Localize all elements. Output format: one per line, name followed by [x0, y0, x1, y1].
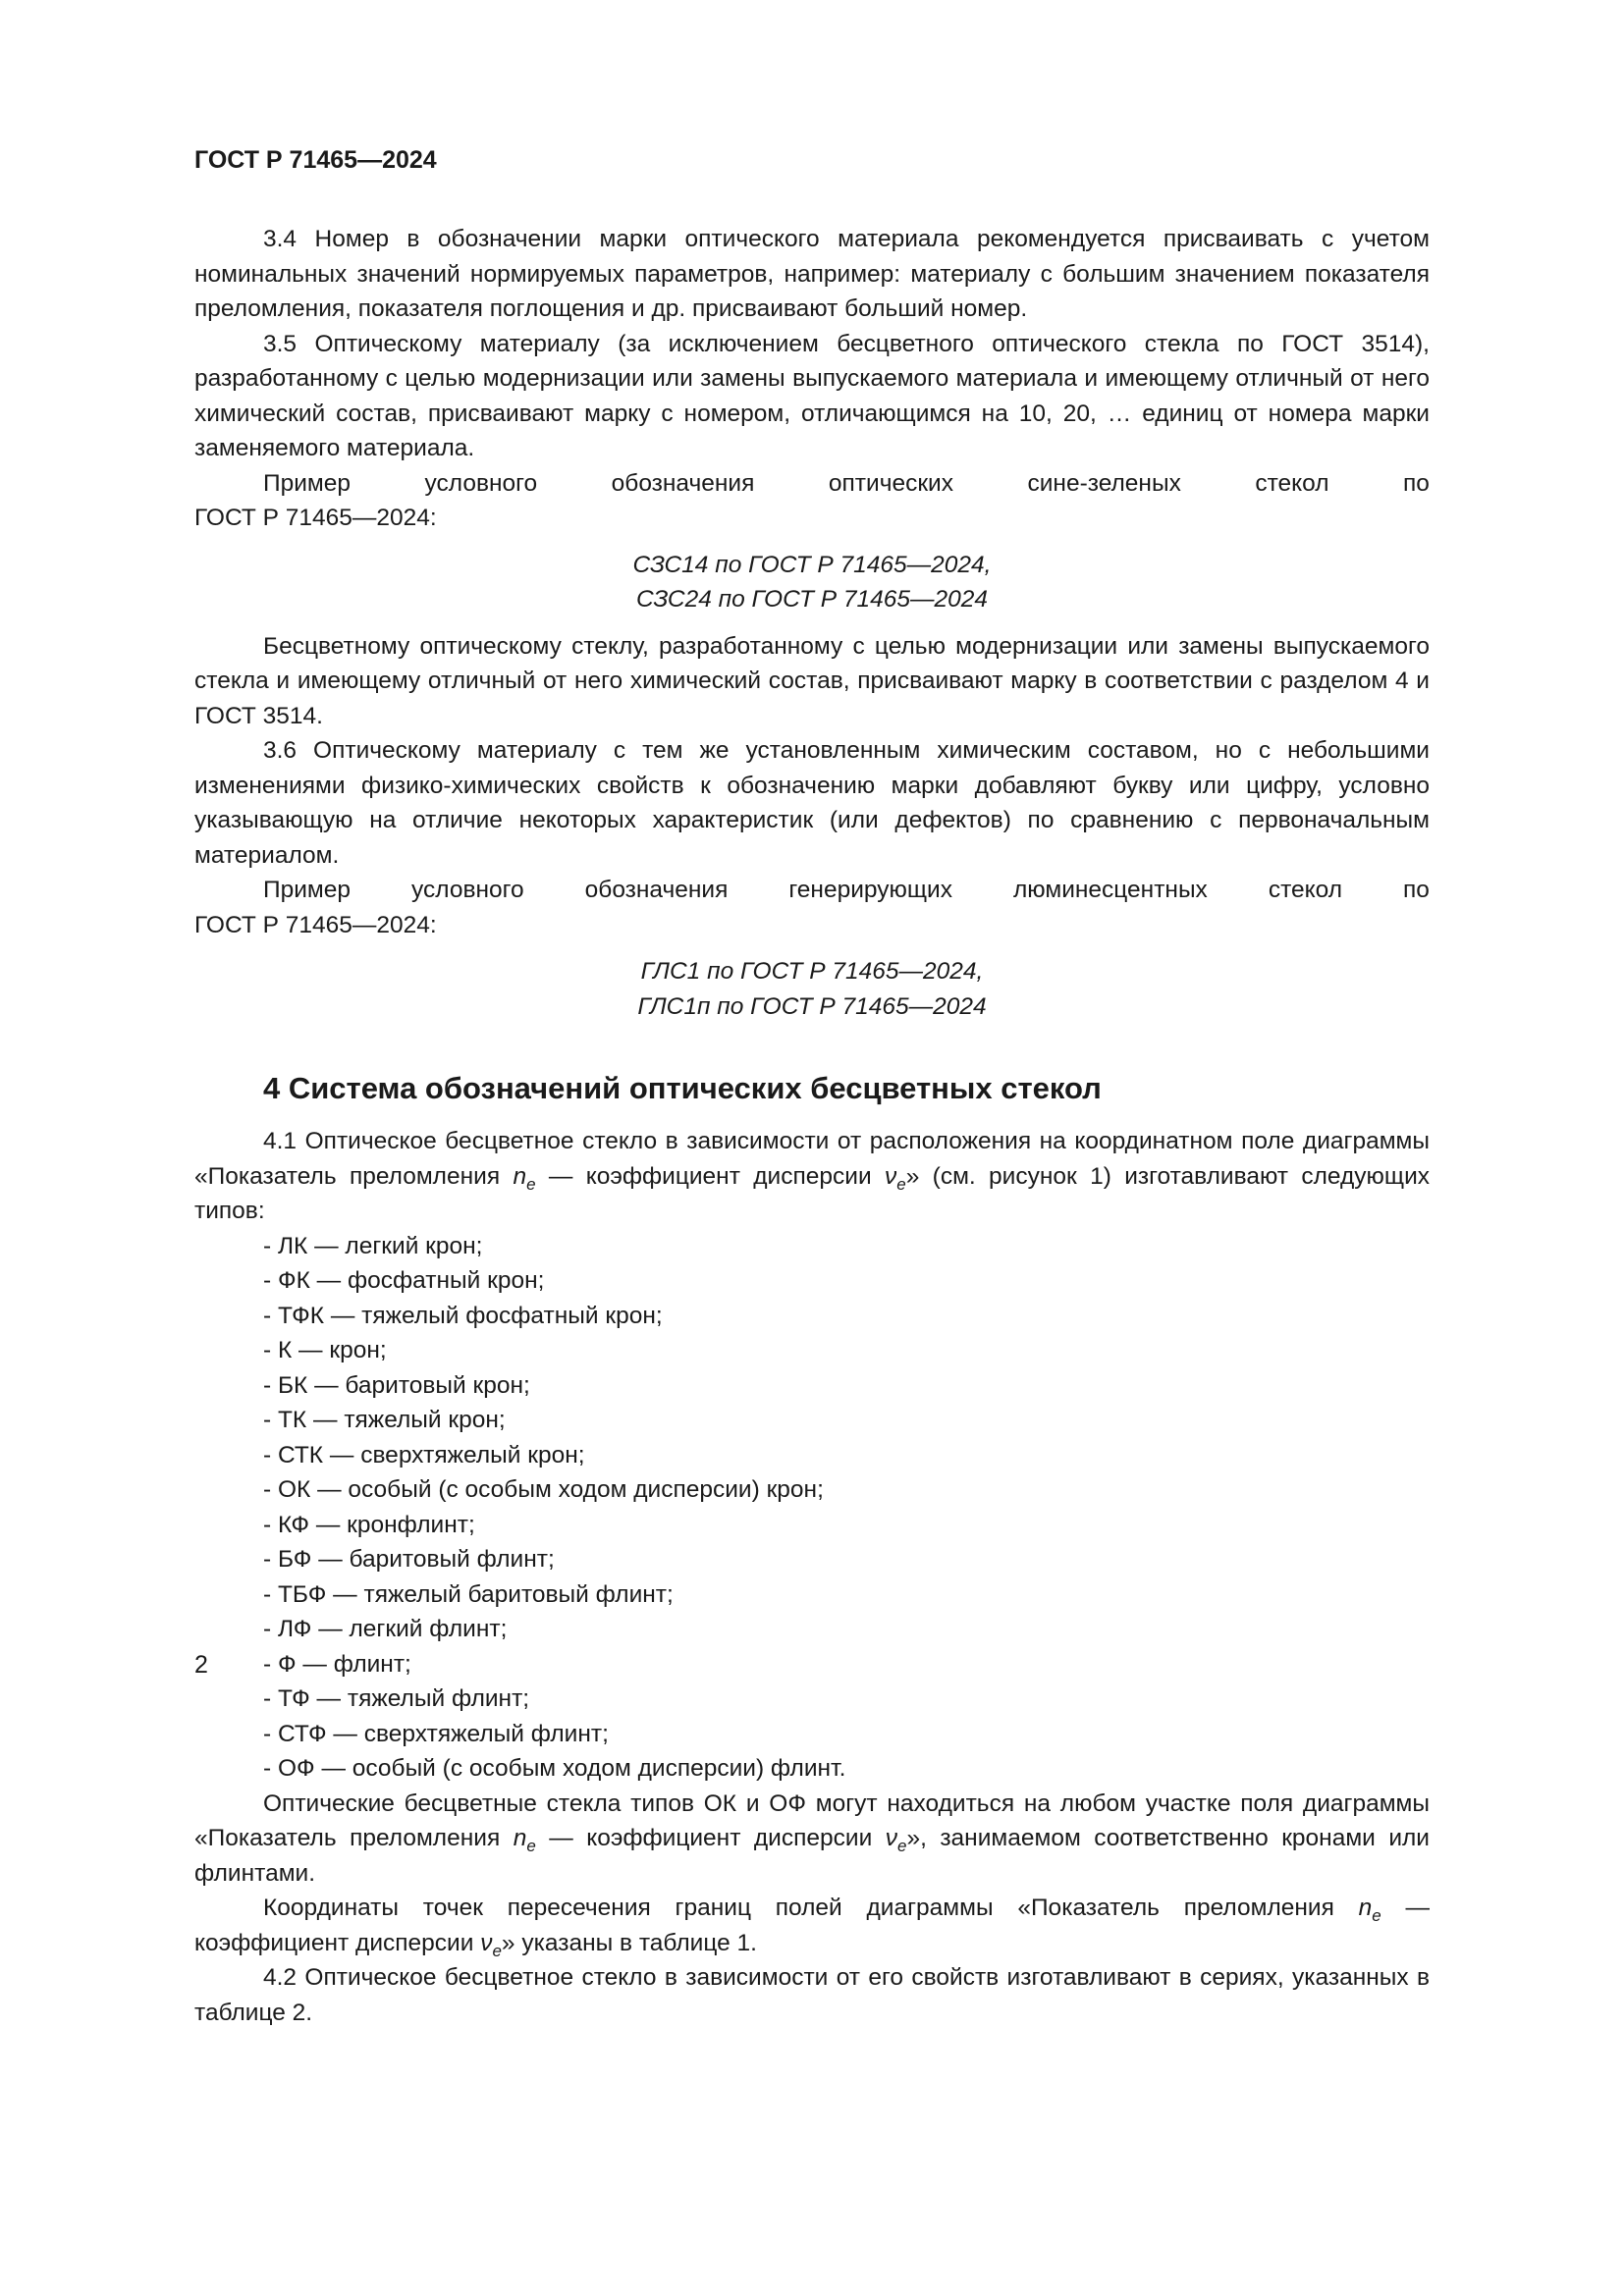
designation-formula: СЗС14 по ГОСТ Р 71465—2024, — [632, 551, 992, 578]
list-item: - ЛК — легкий крон; — [263, 1232, 483, 1259]
example-word: обозначения — [584, 877, 729, 903]
subscript: e — [896, 1174, 906, 1194]
list-item: - СТК — сверхтяжелый крон; — [263, 1441, 585, 1468]
example-word: Пример — [263, 469, 352, 497]
clause-4-2: 4.2 Оптическое бесцветное стекло в зависимости от его свойств изготавливают в сериях, указанных в таблице 2. — [194, 1964, 1430, 2026]
designation-formula: ГЛС1п по ГОСТ Р 71465—2024 — [637, 992, 987, 1020]
list-item: - ЛФ — легкий флинт; — [263, 1616, 508, 1642]
symbol-n: n — [1358, 1895, 1373, 1921]
clause-3-4: 3.4 Номер в обозначении марки оптического материала рекомендуется присваивать с учетом номинальных значений нормируемых параметров, например: материалу с большим значением показателя преломления, показателя поглощения и др. присваивают больший номер. — [194, 226, 1430, 322]
text-run: Оптические бесцветные стекла типов ОК и ОФ могут находиться на любом участке поля диаграммы «Показатель преломления — [194, 1789, 1430, 1851]
subscript: e — [526, 1836, 536, 1855]
document-header: ГОСТ Р 71465—2024 — [194, 146, 437, 174]
example-word: люминесцентных — [1012, 877, 1208, 903]
subscript: e — [526, 1174, 536, 1194]
list-item: - ОК — особый (с особым ходом дисперсии) крон; — [263, 1476, 824, 1503]
list-item: - ТБФ — тяжелый баритовый флинт; — [263, 1580, 674, 1608]
example-word: Пример — [263, 877, 352, 903]
clause-3-5: 3.5 Оптическому материалу (за исключением бесцветного оптического стекла по ГОСТ 3514), разработанному с целью модернизации или замены выпускаемого материала и имеющему отличный от него химический состав, присваивают марку с номером, отличающимся на 10, 20, … единиц от номера марки заменяемого материала. — [194, 330, 1430, 461]
example-word: стекол — [1255, 469, 1329, 497]
example-word: условного — [424, 469, 538, 497]
glass-types-list — [194, 1229, 1430, 1787]
example-1-line — [194, 466, 1430, 502]
example-2-formulas — [194, 954, 1430, 1024]
colorless-paragraph: Бесцветному оптическому стеклу, разработанному с целью модернизации или замены выпускаемого стекла и имеющему отличный от него химический состав, присваивают марку в соответствии с разделом 4 и ГОСТ 3514. — [194, 632, 1430, 729]
symbol-n: n — [513, 1825, 527, 1851]
text-run: » (см. рисунок 1) изготавливают следующих типов: — [194, 1162, 1431, 1224]
page-number: 2 — [194, 1651, 208, 1679]
list-item: - ТФК — тяжелый фосфатный крон; — [263, 1302, 663, 1329]
example-word: оптических — [828, 469, 953, 497]
symbol-nu: ν — [884, 1162, 897, 1190]
list-item: - ТФ — тяжелый флинт; — [263, 1685, 530, 1712]
example-word: по — [1403, 469, 1430, 497]
list-item: - БК — баритовый крон; — [263, 1371, 530, 1399]
symbol-nu: ν — [480, 1929, 493, 1956]
text-run: — коэффициент дисперсии — [535, 1162, 885, 1190]
list-item: - Ф — флинт; — [263, 1650, 411, 1678]
subscript: e — [492, 1941, 502, 1960]
example-word: по — [1403, 877, 1430, 903]
text-run: 4.1 Оптическое бесцветное стекло в зависимости от расположения на координатном поле диаграммы «Показатель преломления — [194, 1128, 1430, 1190]
list-item: - ТК — тяжелый крон; — [263, 1407, 506, 1433]
example-2-cont: ГОСТ Р 71465—2024: — [194, 911, 437, 938]
subscript: e — [1372, 1905, 1381, 1925]
example-1-formulas — [194, 548, 1430, 617]
example-word: сине-зеленых — [1027, 469, 1181, 497]
coordinates-paragraph — [194, 1891, 1430, 1960]
example-word: генерирующих — [788, 877, 952, 903]
list-item: - ФК — фосфатный крон; — [263, 1267, 545, 1294]
subscript: e — [896, 1836, 907, 1855]
text-run: » указаны в таблице 1. — [501, 1929, 757, 1956]
list-item: - СТФ — сверхтяжелый флинт; — [263, 1720, 609, 1747]
text-run: », занимаемом соответственно кронами или флинтами. — [194, 1825, 1430, 1887]
designation-formula: ГЛС1 по ГОСТ Р 71465—2024, — [640, 958, 984, 985]
list-item: - К — крон; — [263, 1337, 387, 1363]
example-word: стекол — [1268, 877, 1343, 903]
text-run: Координаты точек пересечения границ полей диаграммы «Показатель преломления — [263, 1895, 1359, 1921]
list-item: - БФ — баритовый флинт; — [263, 1546, 555, 1573]
example-word: обозначения — [611, 469, 755, 497]
symbol-nu: ν — [885, 1825, 897, 1851]
example-1-cont: ГОСТ Р 71465—2024: — [194, 505, 437, 531]
designation-formula: СЗС24 по ГОСТ Р 71465—2024 — [635, 586, 989, 613]
ok-of-paragraph — [194, 1787, 1430, 1892]
symbol-n: n — [513, 1162, 527, 1190]
clause-4-1 — [194, 1124, 1430, 1229]
clause-3-6: 3.6 Оптическому материалу с тем же установленным химическим составом, но с небольшими изменениями физико-химических свойств к обозначению марки добавляют букву или цифру, условно указывающую на отличие некоторых характеристик (или дефектов) по сравнению с первоначальным материалом. — [194, 737, 1430, 869]
text-run: — коэффициент дисперсии — [194, 1895, 1431, 1956]
list-item: - КФ — кронфлинт; — [263, 1511, 475, 1538]
document-page — [194, 145, 1430, 2030]
list-item: - ОФ — особый (с особым ходом дисперсии) флинт. — [263, 1755, 846, 1782]
text-run: — коэффициент дисперсии — [535, 1825, 886, 1851]
example-2-line — [194, 873, 1430, 908]
section-4-title: 4 Система обозначений оптических бесцветных стекол — [263, 1071, 1102, 1105]
example-word: условного — [411, 877, 524, 903]
